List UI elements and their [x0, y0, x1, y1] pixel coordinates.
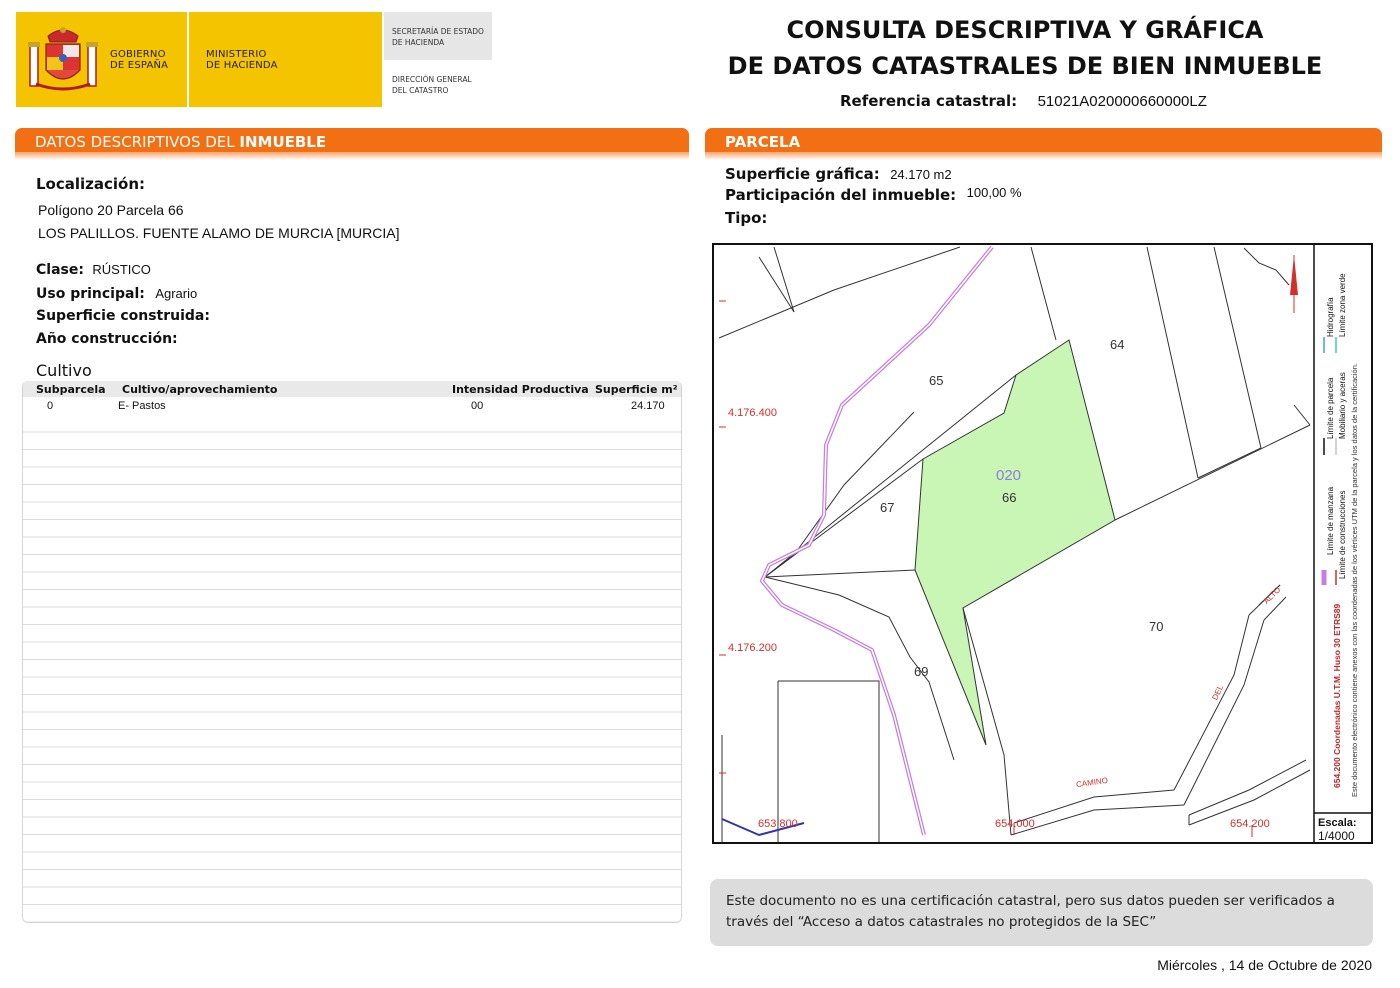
secretaria-text — [392, 26, 484, 48]
uso-row — [36, 285, 197, 303]
coat-of-arms-icon — [28, 24, 98, 94]
sec-line-1: SECRETARÍA DE ESTADO — [392, 27, 484, 36]
gov-line-1: GOBIERNO — [110, 49, 166, 60]
coord-y-4176400: 4.176.400 — [728, 407, 777, 419]
coord-x-654200: 654.200 — [1230, 818, 1270, 830]
dir-line-2: DEL CATASTRO — [392, 86, 449, 95]
clase-label: Clase: — [36, 262, 84, 278]
poligono-label: 020 — [996, 467, 1022, 484]
coord-y-4176200: 4.176.200 — [728, 642, 777, 654]
sec-line-2: DE HACIENDA — [392, 38, 445, 47]
legend-zona-verde-text: Límite zona verde — [1338, 273, 1347, 337]
min-line-1: MINISTERIO — [206, 49, 267, 60]
uso-label: Uso principal: — [36, 286, 145, 302]
cell-intensidad: 00 — [471, 400, 484, 412]
th-subparcela: Subparcela — [36, 383, 106, 396]
sup-grafica-label: Superficie gráfica: — [725, 165, 880, 183]
page-title-line-1: CONSULTA DESCRIPTIVA Y GRÁFICA — [786, 16, 1264, 44]
parcel-66-shape — [915, 340, 1115, 745]
sup-grafica-value: 24.170 m2 — [890, 167, 952, 182]
section-bar-shadow-right — [705, 152, 1382, 160]
cell-cultivo: E- Pastos — [118, 400, 166, 412]
ref-value: 51021A020000660000LZ — [1037, 93, 1207, 110]
tipo-label: Tipo: — [725, 209, 768, 227]
cultivo-table — [22, 381, 682, 923]
verification-note: Este documento no es una certificación catastral, pero sus datos pueden ser verificados a través del “Acceso a datos catastrales no protegidos de la SEC” — [710, 879, 1373, 946]
anio-label: Año construcción: — [36, 331, 178, 347]
th-superficie: Superficie m² — [595, 383, 678, 396]
uso-value: Agrario — [155, 286, 198, 301]
th-cultivo: Cultivo/aprovechamiento — [122, 383, 278, 396]
ministerio-text — [206, 49, 278, 71]
road-label-del: DEL — [1210, 683, 1226, 702]
cultivo-title: Cultivo — [36, 361, 92, 380]
participacion-label: Participación del inmueble: — [725, 186, 957, 204]
ref-label: Referencia catastral: — [840, 92, 1018, 110]
cadastral-map[interactable] — [712, 243, 1373, 844]
legend-coords-text: 654.200 Coordenadas U.T.M. Huso 30 ETRS89 — [1332, 603, 1342, 788]
logo-divider — [187, 12, 189, 107]
legend-construcciones-text: Límite de construcciones — [1338, 490, 1347, 579]
escala-value: 1/4000 — [1318, 829, 1355, 843]
map-drawing — [714, 245, 1371, 842]
gov-line-2: DE ESPAÑA — [110, 60, 169, 71]
page-title-line-2: DE DATOS CATASTRALES DE BIEN INMUEBLE — [727, 52, 1323, 80]
road-label-camino: CAMINO — [1075, 775, 1109, 790]
section-bar-datos — [15, 128, 689, 152]
north-arrow-icon — [1290, 255, 1298, 313]
table-row — [23, 398, 681, 414]
section-title-bold: INMUEBLE — [239, 133, 327, 151]
coord-x-654000: 654.000 — [995, 818, 1035, 830]
localizacion-label: Localización: — [36, 175, 146, 193]
sup-grafica-row — [725, 165, 952, 184]
legend-parcela-text: Límite de parcela — [1326, 377, 1335, 439]
dir-line-1: DIRECCIÓN GENERAL — [392, 75, 472, 84]
coord-x-653800: 653.800 — [758, 818, 798, 830]
parcel-label-69: 69 — [914, 664, 929, 679]
cell-subparcela: 0 — [47, 400, 54, 412]
min-line-2: DE HACIENDA — [206, 60, 278, 71]
parcel-label-65: 65 — [929, 373, 944, 388]
section-title-prefix: DATOS DESCRIPTIVOS DEL — [35, 133, 240, 151]
section-bar-shadow — [15, 152, 689, 160]
parcel-label-64: 64 — [1110, 337, 1125, 352]
th-intensidad: Intensidad Productiva — [452, 383, 589, 396]
cell-superficie: 24.170 — [631, 400, 665, 412]
parcel-label-66: 66 — [1002, 490, 1017, 505]
participacion-value: 100,00 % — [966, 185, 1022, 200]
legend-hidrografia-text: Hidrografía — [1326, 297, 1335, 337]
escala-label: Escala: — [1318, 817, 1357, 829]
sup-construida-label: Superficie construida: — [36, 308, 210, 324]
clase-row — [36, 261, 151, 279]
direccion-text — [392, 74, 472, 96]
clase-value: RÚSTICO — [92, 262, 151, 277]
legend-mobiliario-text: Mobiliario y aceras — [1338, 372, 1347, 439]
parcel-label-67: 67 — [880, 500, 895, 515]
address-line-2: LOS PALILLOS. FUENTE ALAMO DE MURCIA [MURCIA] — [38, 225, 400, 241]
road-label-alto: ALTO — [1261, 585, 1283, 606]
address-line-1: Polígono 20 Parcela 66 — [38, 202, 184, 218]
footer-date: Miércoles , 14 de Octubre de 2020 — [1157, 957, 1372, 973]
gobierno-text — [110, 49, 168, 71]
participacion-row — [725, 186, 1022, 205]
legend-note-text: Este documento electrónico contiene anexos con las coordenadas de los vértices UTM de la parcela y los datos de la certificación. — [1350, 363, 1359, 797]
parcel-label-70: 70 — [1149, 619, 1164, 634]
referencia-catastral — [840, 92, 1207, 111]
legend-manzana-text: Límite de manzana — [1326, 486, 1335, 555]
section-bar-parcela: PARCELA — [705, 128, 1382, 152]
